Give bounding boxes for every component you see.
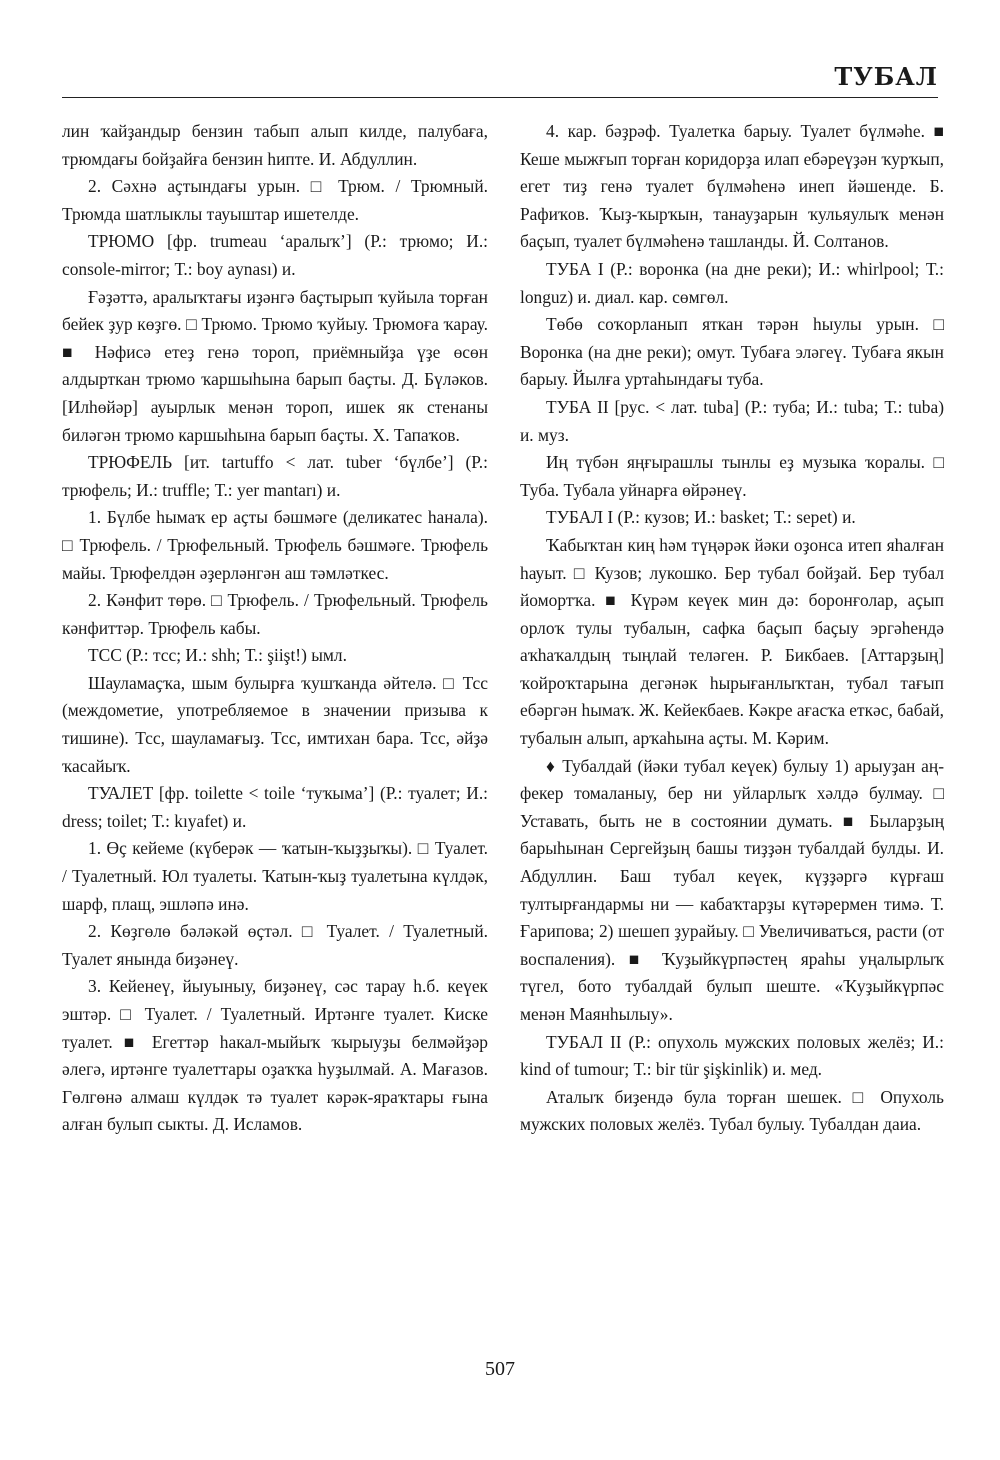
entry-paragraph: 1. Өҫ кейеме (күберәк — ҡатын-ҡыҙҙыҡы). □ Туалет. / Туалетный. Юл туалеты. Ҡатын-ҡыҙ туалетына күлдәк, шарф, плащ, эшләпә инә. (62, 838, 488, 914)
entry-paragraph: Төбө соҡорланып яткан тәрән һыулы урын. □ Воронка (на дне реки); омут. Тубаға эләгеү. Тубаға якын барыу. Йылға уртаһындағы туба. (520, 314, 944, 390)
entry-paragraph: Шауламаҫҡа, шым булырға ҡушҡанда әйтелә. □ Тсс (междометие, употребляемое в значении призыва к тишине). Тсс, шауламағыҙ. Тсс, имтихан бара. Тсс, әйҙә ҡасайыҡ. (62, 672, 488, 776)
entry-paragraph: ТУБАЛ II (Р.: опухоль мужских половых желёз; И.: kind of tumour; Т.: bir tür şişkinlik) и. мед. (520, 1031, 944, 1080)
entry-paragraph: ТУАЛЕТ [фр. toilette < toile ‘туҡыма’] (Р.: туалет; И.: dress; toilet; Т.: kıyafet) и. (62, 783, 488, 831)
entry-paragraph: 3. Кейенеү, йыуыныу, биҙәнеү, сәс тарау һ.б. кеүек эштәр. □ Туалет. / Туалетный. Иртәнге туалет. Киске туалет. ■ Егеттәр һакал-мыйыҡ ҡырыуҙы белмәйҙәр әлегә, иртәнге туалеттары оҙаҡҡа һуҙылмай. А. Мағазов. Гөлгөнә алмаш күлдәк тә туалет кәрәк-яраҡтары ғына алған булып сыкты. Д. Исламов. (62, 976, 488, 1135)
entry-paragraph: 4. кар. бәҙрәф. Туалетка барыу. Туалет бүлмәһе. ■ Кеше мыжғып торған коридорҙа илап ебәреүҙән ҡурҡып, егет тиҙ генә туалет бүлмәһенә инеп йәшенде. Б. Рафиҡов. Ҡыҙ-ҡырҡын, танауҙарын ҡульяулыҡ менән баҫып, туалет бүлмәһенә ташланды. Й. Солтанов. (520, 121, 944, 252)
entry-paragraph: ТРЮМО [фр. trumeau ‘аралыҡ’] (Р.: трюмо; И.: console-mirror; Т.: boy aynası) и. (62, 231, 488, 279)
entry-paragraph: ТРЮФЕЛЬ [ит. tartuffo < лат. tuber ‘бүлбе’] (Р.: трюфель; И.: truffle; Т.: yer mantarı) и. (62, 452, 488, 500)
entry-paragraph: Ҡабыҡтан киң һәм түңәрәк йәки оҙонса итеп яһалған һауыт. □ Кузов; лукошко. Бер тубал бойҙай. Бер тубал йомортҡа. ■ Күрәм кеүек мин дә: боронғолар, аҫып орлоҡ тулы тубалын, сафка баҫып баҫыу эргәһендә аҡһаҡалдың тыңлай теләген. Р. Бикбаев. [Аттарҙың] ҡойроҡтарына дегәнәк һырығанлыҡтан, тубал тағып ебәргән һымаҡ. Ж. Кейекбаев. Кәкре ағасҡа еткәс, бабай, тубалын алып, арҡаһына аҫты. М. Кәрим. (520, 534, 944, 749)
entry-paragraph: 2. Кәнфит төрө. □ Трюфель. / Трюфельный. Трюфель кәнфиттәр. Трюфель кабы. (62, 590, 488, 638)
header-rule (62, 97, 938, 98)
entry-paragraph: Ғәҙәттә, аралыҡтағы иҙәнгә баҫтырып ҡуйыла торған бейек ҙур көҙгө. □ Трюмо. Трюмо ҡуйыу. Трюмоға ҡарау. ■ Нәфисә етеҙ генә тороп, приёмныйҙа үҙе өсөн алдырткан трюмо ҡаршыһына барып баҫты. Д. Бүләков. [Илһөйәр] ауырлык менән тороп, ишек як стенаны биләгән трюмо каршыһына барып баҫты. Х. Тапаҡов. (62, 286, 488, 445)
entry-paragraph: 2. Көҙгөлө бәләкәй өҫтәл. □ Туалет. / Туалетный. Туалет янында биҙәнеү. (62, 921, 488, 969)
entry-paragraph: ♦ Тубалдай (йәки тубал кеүек) булыу 1) арыуҙан аң-фекер томаланыу, бер ни уйларлыҡ хәлдә булмау. □ Уставать, быть не в состоянии думать. ■ Быларҙың барыһынан Сергейҙың башы тиҙҙән тубалдай булды. И. Абдуллин. Баш тубал кеүек, күҙҙәргә күрғаш тултырғандармы ни — кабаҡтарҙы күтәрермен тимә. Т. Ғарипова; 2) шешеп ҙурайыу. □ Увеличиваться, расти (от воспаления). ■ Ҡуҙыйкүрпәстең яраһы уңалырлыҡ түгел, бото тубалдай булып шеште. «Ҡуҙыйкүрпәс менән Маянһылыу». (520, 755, 944, 1024)
left-column (62, 118, 488, 1139)
entry-paragraph: 2. Сәхнә аҫтындағы урын. □ Трюм. / Трюмный. Трюмда шатлыклы тауыштар ишетелде. (62, 176, 488, 224)
entry-paragraph: лин ҡайҙандыр бензин табып алып килде, палубаға, трюмдағы бойҙайға бензин һипте. И. Абдуллин. (62, 121, 488, 169)
entry-paragraph: 1. Бүлбе һымаҡ ер аҫты бәшмәге (деликатес һанала). □ Трюфель. / Трюфельный. Трюфель бәшмәге. Трюфель майы. Трюфелдән әҙерләнгән аш тәмләткес. (62, 507, 488, 583)
entry-paragraph: Иң түбән яңғырашлы тынлы еҙ музыка ҡоралы. □ Туба. Тубала уйнарға өйрәнеү. (520, 452, 944, 500)
page-number: 507 (485, 1358, 515, 1380)
entry-paragraph: ТУБАЛ I (Р.: кузов; И.: basket; Т.: sepet) и. (546, 507, 856, 528)
running-head: ТУБАЛ (834, 62, 938, 91)
entry-paragraph: ТСС (Р.: тсс; И.: shh; Т.: şiişt!) ымл. (88, 645, 347, 666)
entry-paragraph: ТУБА II [рус. < лат. tuba] (Р.: туба; И.: tuba; Т.: tuba) и. муз. (520, 396, 944, 445)
entry-paragraph: Аталыҡ биҙендә була торған шешек. □ Опухоль мужских половых желёз. Тубал булыу. Тубалдан даиа. (520, 1086, 944, 1135)
entry-paragraph: ТУБА I (Р.: воронка (на дне реки); И.: whirlpool; Т.: longuz) и. диал. кар. сөмгөл. (520, 258, 944, 307)
right-column (520, 118, 944, 1139)
